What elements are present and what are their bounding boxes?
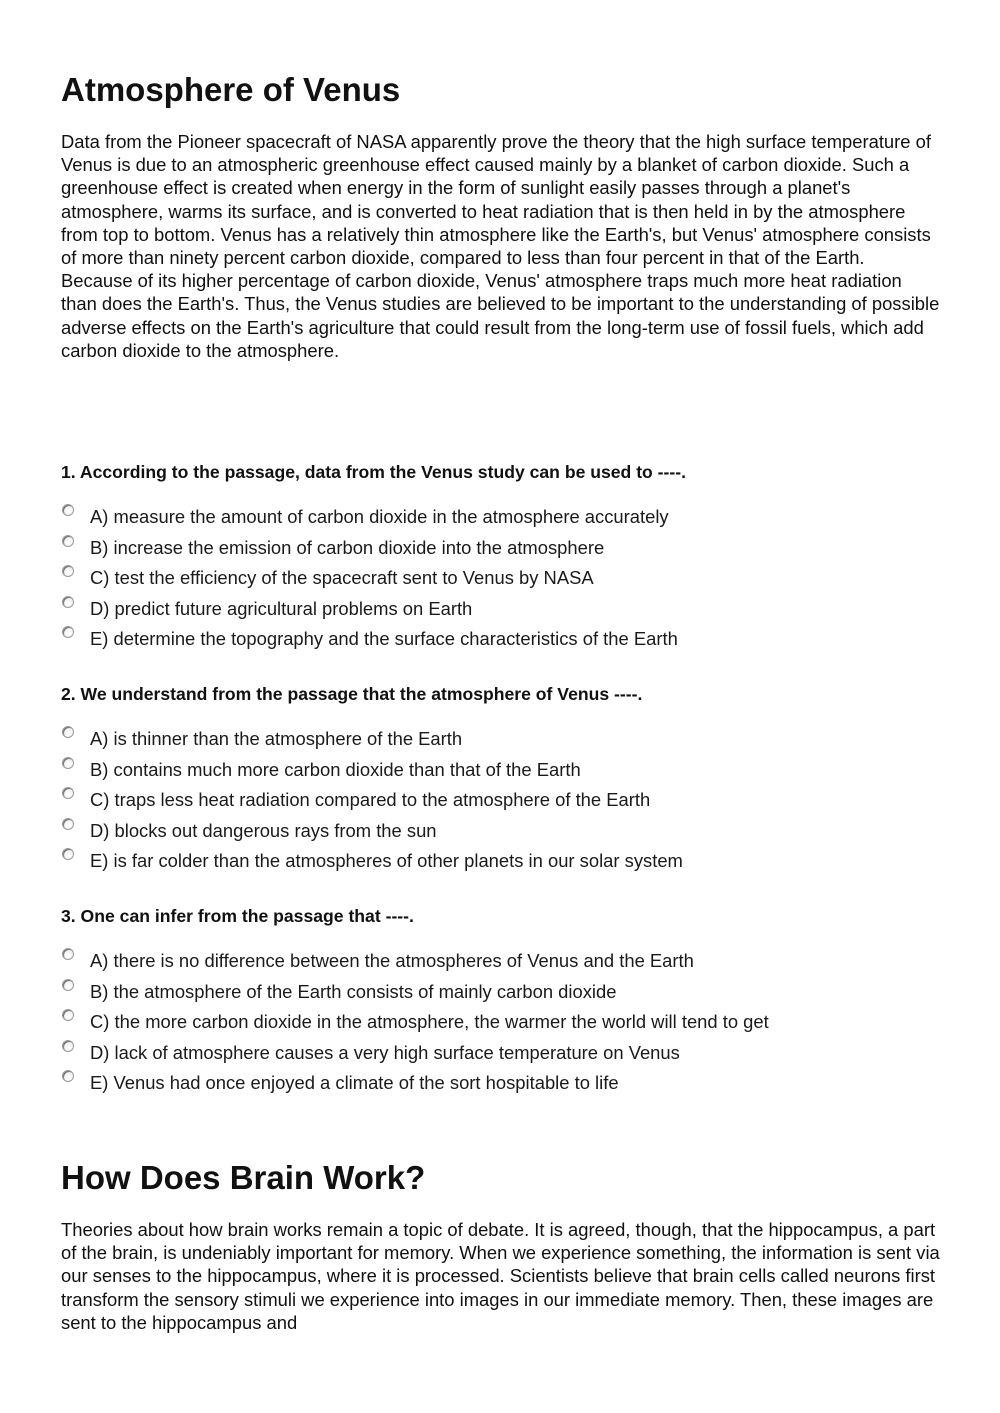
radio-button-icon[interactable] — [62, 757, 74, 769]
radio-button-icon[interactable] — [62, 948, 74, 960]
answer-options — [61, 724, 941, 877]
option-e[interactable] — [61, 624, 941, 655]
radio-button-icon[interactable] — [62, 787, 74, 799]
option-label: C) test the efficiency of the spacecraft sent to Venus by NASA — [90, 567, 594, 589]
answer-options — [61, 946, 941, 1099]
radio-button-icon[interactable] — [62, 535, 74, 547]
option-b[interactable] — [61, 533, 941, 564]
passage-text: Data from the Pioneer spacecraft of NASA apparently prove the theory that the high surface temperature of Venus is due to an atmospheric greenhouse effect caused mainly by a blanket of carbon dioxide. Such a greenhouse effect is created when energy in the form of sunlight easily passes through a planet's atmosphere, warms its surface, and is converted to heat radiation that is then held in by the atmosphere from top to bottom. Venus has a relatively thin atmosphere like the Earth's, but Venus' atmosphere consists of more than ninety percent carbon dioxide, compared to less than four percent in that of the Earth. Because of its higher percentage of carbon dioxide, Venus' atmosphere traps much more heat radiation than does the Earth's. Thus, the Venus studies are believed to be important to the understanding of possible adverse effects on the Earth's agriculture that could result from the long-term use of fossil fuels, which add carbon dioxide to the atmosphere. — [61, 131, 940, 361]
option-c[interactable] — [61, 785, 941, 816]
option-label: B) the atmosphere of the Earth consists of mainly carbon dioxide — [90, 980, 617, 1002]
radio-button-icon[interactable] — [62, 1070, 74, 1082]
question-text: 3. One can infer from the passage that ----. — [61, 906, 414, 926]
option-a[interactable] — [61, 724, 941, 755]
option-d[interactable] — [61, 594, 941, 625]
question-text: 2. We understand from the passage that the atmosphere of Venus ----. — [61, 684, 643, 704]
option-label: D) predict future agricultural problems on Earth — [90, 597, 473, 619]
option-b[interactable] — [61, 755, 941, 786]
option-label: D) lack of atmosphere causes a very high surface temperature on Venus — [90, 1041, 680, 1063]
option-label: E) Venus had once enjoyed a climate of the sort hospitable to life — [90, 1072, 619, 1094]
radio-button-icon[interactable] — [62, 726, 74, 738]
radio-button-icon[interactable] — [62, 979, 74, 991]
radio-button-icon[interactable] — [62, 818, 74, 830]
radio-button-icon[interactable] — [62, 848, 74, 860]
section-title-venus: Atmosphere of Venus — [61, 71, 401, 108]
option-label: A) is thinner than the atmosphere of the Earth — [90, 728, 463, 749]
option-e[interactable] — [61, 1068, 941, 1099]
option-label: C) traps less heat radiation compared to the atmosphere of the Earth — [90, 789, 651, 811]
radio-button-icon[interactable] — [62, 1040, 74, 1052]
radio-button-icon[interactable] — [62, 596, 74, 608]
option-label: A) measure the amount of carbon dioxide in the atmosphere accurately — [90, 506, 669, 527]
radio-button-icon[interactable] — [62, 626, 74, 638]
option-label: E) is far colder than the atmospheres of other planets in our solar system — [90, 850, 683, 872]
option-c[interactable] — [61, 1007, 941, 1038]
option-a[interactable] — [61, 946, 941, 977]
option-d[interactable] — [61, 1038, 941, 1069]
option-label: B) contains much more carbon dioxide than that of the Earth — [90, 758, 581, 780]
answer-options — [61, 502, 941, 655]
reading-passage-venus — [61, 130, 941, 362]
option-label: A) there is no difference between the atmospheres of Venus and the Earth — [90, 950, 694, 971]
option-label: C) the more carbon dioxide in the atmosphere, the warmer the world will tend to get — [90, 1011, 769, 1033]
radio-button-icon[interactable] — [62, 1009, 74, 1021]
option-label: B) increase the emission of carbon dioxide into the atmosphere — [90, 536, 605, 558]
question-text: 1. According to the passage, data from the Venus study can be used to ----. — [61, 462, 687, 482]
reading-passage-brain — [61, 1218, 941, 1334]
question-1 — [61, 461, 941, 650]
option-d[interactable] — [61, 816, 941, 847]
section-title-brain: How Does Brain Work? — [61, 1159, 426, 1196]
option-c[interactable] — [61, 563, 941, 594]
passage-text: Theories about how brain works remain a topic of debate. It is agreed, though, that the hippocampus, a part of the brain, is undeniably important for memory. When we experience something, the information is sent via our senses to the hippocampus, where it is processed. Scientists believe that brain cells called neurons first transform the sensory stimuli we experience into images in our immediate memory. Then, these images are sent to the hippocampus and — [61, 1219, 940, 1333]
question-3 — [61, 905, 941, 1094]
question-2 — [61, 683, 941, 872]
option-e[interactable] — [61, 846, 941, 877]
option-b[interactable] — [61, 977, 941, 1008]
radio-button-icon[interactable] — [62, 504, 74, 516]
option-label: D) blocks out dangerous rays from the sun — [90, 819, 437, 841]
radio-button-icon[interactable] — [62, 565, 74, 577]
option-a[interactable] — [61, 502, 941, 533]
option-label: E) determine the topography and the surface characteristics of the Earth — [90, 628, 678, 650]
